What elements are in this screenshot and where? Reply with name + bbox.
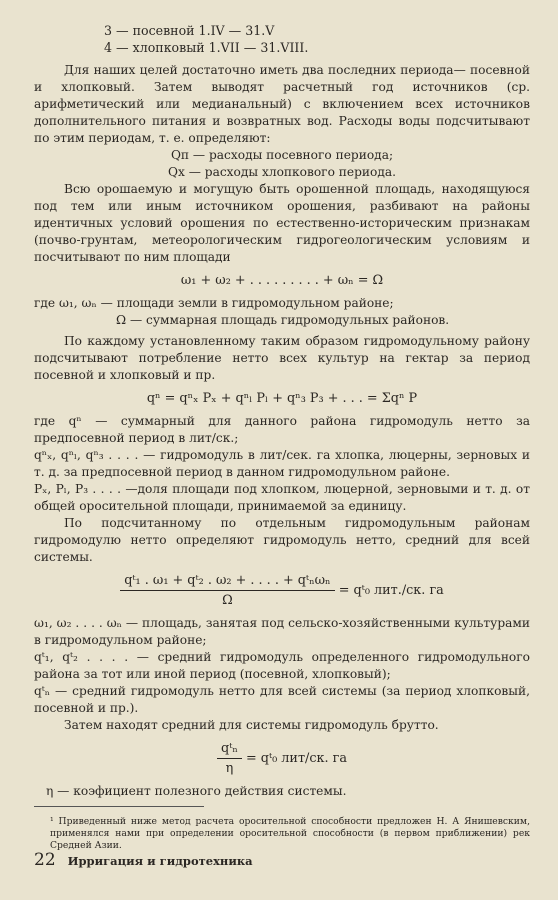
definition-qx: Qх — расходы хлопкового периода.	[167, 165, 397, 179]
period-list	[34, 22, 530, 56]
footnote: ¹ Приведенный ниже метод расчета оросительной способности предложен Н. А Янишевским, применялся нами при определении оросительной способности (в первом приближении) рек Средней Азии.	[50, 816, 530, 852]
formula-system-average	[34, 572, 530, 609]
footnote-divider	[34, 806, 204, 807]
formula-hydromodule: qⁿ = qⁿₓ Pₓ + qⁿₗ Pₗ + qⁿ₃ P₃ + . . . = Σqⁿ P	[146, 391, 418, 406]
definition-qp: Qп — расходы посевного периода;	[170, 148, 394, 162]
running-title: Ирригация и гидротехника	[67, 854, 253, 868]
fraction-denominator: η	[225, 761, 234, 776]
where-q-district: qᵗ₁, qᵗ₂ . . . . — средний гидромодуль определенного гидромодульного района за тот или иной период (посевной, хлопковый);	[34, 650, 530, 681]
page-number: 22	[34, 850, 56, 870]
period-item-sowing: 3 — посевной 1.IV — 31.V	[104, 23, 275, 38]
where-eta: η — коэфициент полезного действия системы.	[46, 784, 347, 798]
formula-rhs: = qᵗ₀ лит./ск. га	[338, 583, 444, 598]
where-q-crops: qⁿₓ, qⁿₗ, qⁿ₃ . . . . — гидромодуль в лит/сек. га хлопка, люцерны, зерновых и т. д. за предпосевной период в данном гидромодульном районе.	[34, 448, 530, 479]
period-item-cotton: 4 — хлопковый 1.VII — 31.VIII.	[104, 40, 309, 55]
paragraph-gross: Затем находят средний для системы гидромодуль брутто.	[64, 718, 439, 732]
formula-area-sum: ω₁ + ω₂ + . . . . . . . . . + ωₙ = Ω	[180, 273, 384, 288]
fraction-denominator: Ω	[222, 593, 233, 608]
page-footer	[34, 852, 253, 870]
where-omega: где ω₁, ωₙ — площади земли в гидромодульном районе;	[34, 296, 394, 310]
fraction	[120, 572, 334, 609]
formula-rhs: = qᵗ₀ лит/ск. га	[245, 751, 347, 766]
fraction	[217, 740, 242, 777]
paragraph-system-net: По подсчитанному по отдельным гидромодульным районам гидромодулю нетто определяют гидромодуль нетто, средний для всей системы.	[34, 516, 530, 564]
where-q-system: qᵗₙ — средний гидромодуль нетто для всей системы (за период хлопковый, посевной и пр.).	[34, 684, 530, 715]
where-omega-crops: ω₁, ω₂ . . . . ωₙ — площадь, занятая под сельско-хозяйственными культурами в гидромодульном районе;	[34, 616, 530, 647]
fraction-numerator: qᵗₙ	[217, 740, 242, 759]
paragraph-area: Всю орошаемую и могущую быть орошенной площадь, находящуюся под тем или иным источником орошения, разбивают на районы идентичных условий орошения по естественно-историческим признакам (почво-грунтам, метеорологическим гидрогеологическим условиям и посчитывают по ним площади	[34, 182, 530, 264]
formula-gross	[34, 740, 530, 777]
paragraph-intro: Для наших целей достаточно иметь два последних периода— посевной и хлопковый. Затем выводят расчетный год источников (ср. арифметический или медианальный) с включением всех источников дополнительного питания и возвратных вод. Расходы воды подсчитывают по этим периодам, т. е. определяют:	[34, 63, 530, 145]
where-omega-total: Ω — суммарная площадь гидромодульных районов.	[116, 313, 450, 327]
where-p-shares: Pₓ, Pₗ, P₃ . . . . —доля площади под хлопком, люцерной, зерновыми и т. д. от общей оросительной площади, принимаемой за единицу.	[34, 482, 530, 513]
paragraph-consumption: По каждому установленному таким образом гидромодульному району подсчитывают потребление нетто всех культур на гектар за период посевной и хлопковый и пр.	[34, 334, 530, 382]
fraction-numerator: qᵗ₁ . ω₁ + qᵗ₂ . ω₂ + . . . . + qᵗₙωₙ	[120, 572, 334, 591]
where-qn: где qⁿ — суммарный для данного района гидромодуль нетто за предпосевной период в лит/ск.;	[34, 414, 530, 445]
